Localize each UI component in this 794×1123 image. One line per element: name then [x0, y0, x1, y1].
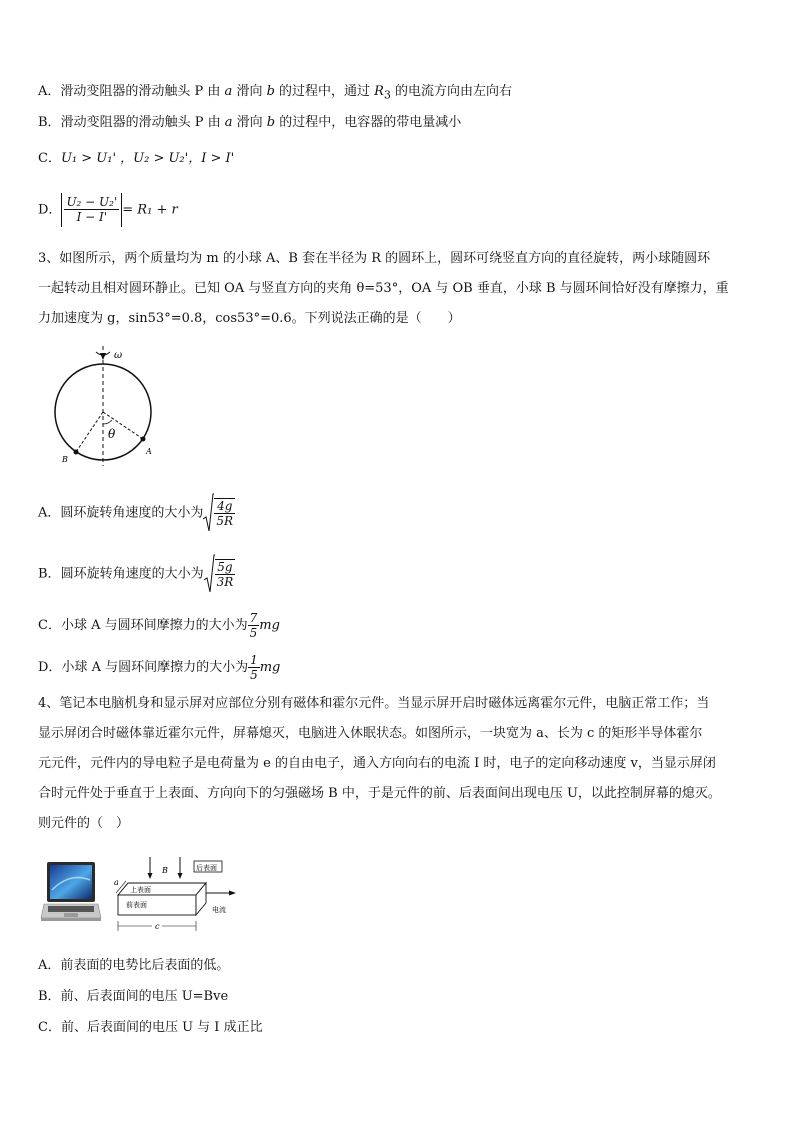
svg-text:c: c	[155, 922, 160, 931]
line-ob	[76, 412, 103, 452]
q4-option-b: B．前、后表面间的电压 U=Bve	[38, 989, 229, 1004]
svg-text:B: B	[162, 866, 168, 875]
ball-a	[141, 437, 146, 442]
sqrt-symbol: $\frac{5g}{3R}$	[204, 553, 236, 595]
q3-stem: 3、如图所示，两个质量均为 m 的小球 A、B 套在半径为 R 的圆环上，圆环可绕竖直方向的直径旋转，两小球随圆环 一起转动且相对圆环静止。已知 OA 与竖直方向的夹角 θ=53°，OA 与 OB 垂直，小球 B 与圆环间恰好没有摩擦力，重 力加速度为 g，sin53°=0.8，cos53°=0.6。下列说法正确的是（ ）	[38, 251, 729, 326]
svg-text:a: a	[114, 878, 119, 887]
q2-option-d: D． $\frac{\text{U₂ − U₂'}}{I - I'}$ = R₁ + r	[38, 193, 178, 228]
sqrt-symbol: $\frac{4g}{5R}$	[203, 492, 235, 534]
svg-text:B: B	[62, 455, 68, 464]
q3-option-c: C．小球 A 与圆环间摩擦力的大小为 $\frac{7}{5}$ mg	[38, 611, 280, 640]
q2-option-c: C．U₁ > U₁' ，U₂ > U₂'，I > I'	[38, 151, 235, 166]
q3-option-a: A．圆环旋转角速度的大小为 $\frac{4g}{5R}$	[38, 492, 235, 535]
q2-option-b: B．滑动变阻器的滑动触头 P 由 a 滑向 b 的过程中，电容器的带电量减小	[38, 115, 462, 130]
ring-diagram	[48, 344, 160, 468]
q3-option-b: B．圆环旋转角速度的大小为 $\frac{5g}{3R}$	[38, 553, 235, 596]
svg-text:θ: θ	[108, 427, 116, 441]
q4-option-a: A．前表面的电势比后表面的低。	[38, 958, 230, 973]
svg-text:电流: 电流	[212, 906, 226, 914]
ball-b	[74, 450, 79, 455]
q2-option-a: A．滑动变阻器的滑动触头 P 由 a 滑向 b 的过程中，通过 $R_3$ 的电流方向由左向右	[38, 84, 512, 102]
laptop-icon	[40, 860, 102, 924]
q2-d-fraction: $\frac{\text{U₂ − U₂'}}{I - I'}$	[66, 195, 118, 224]
q3-option-d: D．小球 A 与圆环间摩擦力的大小为 $\frac{1}{5}$ mg	[38, 653, 281, 682]
svg-text:ω: ω	[114, 350, 123, 361]
q4-stem: 4、笔记本电脑机身和显示屏对应部位分别有磁体和霍尔元件。当显示屏开启时磁体远离霍尔元件，电脑正常工作；当 显示屏闭合时磁体靠近霍尔元件，屏幕熄灭，电脑进入休眠状态。如图所示，一块宽为 a、长为 c 的矩形半导体霍尔 元元件，元件内的导电粒子是电荷量为 e 的自由电子，通入方向向右的电流 I 时，电子的定向移动速度 v，当显示屏闭 合时元件处于垂直于上表面、方向向下的匀强磁场 B 中，于是元件的前、后表面间出现电压 U，以此控制屏幕的熄灭。 则元件的（ ）	[38, 696, 721, 831]
svg-text:后表面: 后表面	[196, 864, 217, 872]
svg-text:上表面: 上表面	[130, 886, 151, 894]
svg-text:A: A	[146, 447, 152, 456]
svg-text:前表面: 前表面	[126, 901, 147, 909]
hall-element-diagram	[112, 855, 240, 937]
q4-option-c: C．前、后表面间的电压 U 与 I 成正比	[38, 1020, 263, 1035]
